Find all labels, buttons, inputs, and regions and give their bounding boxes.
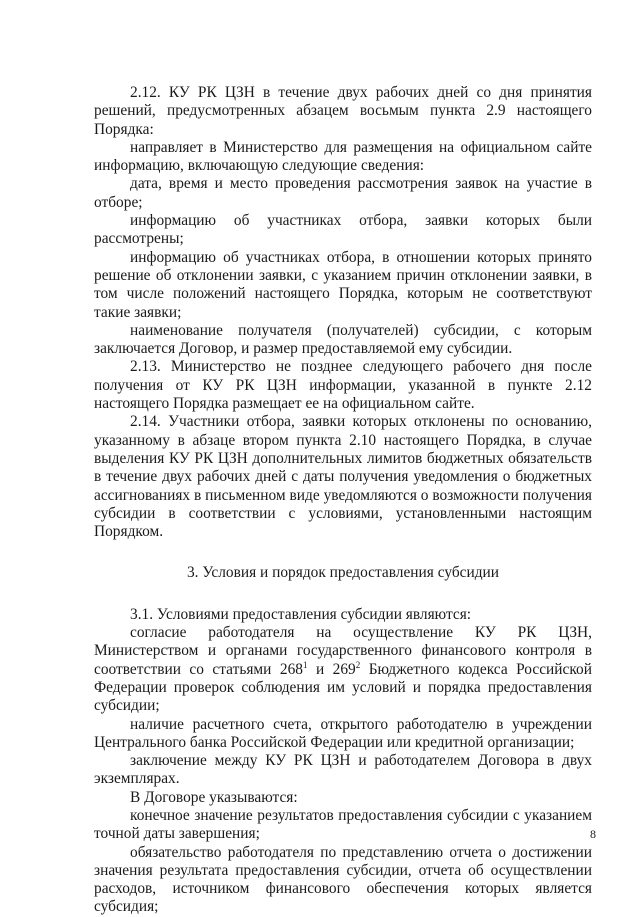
consent-text-part-3: Бюджетного кодекса Российской Федерации проверок соблюдения им условий и порядка предоставления субсидии; [94, 660, 592, 715]
paragraph-contract-contents: В Договоре указываются: [130, 788, 298, 806]
paragraph-contract-conclusion: заключение между КУ РК ЦЗН и работодателем Договора в двух экземплярах. [94, 752, 592, 788]
paragraph-consent [94, 624, 592, 715]
page-number: 8 [590, 827, 596, 841]
paragraph-participants-reviewed: информацию об участниках отбора, заявки которых были рассмотрены; [94, 212, 592, 248]
paragraph-3-1: 3.1. Условиями предоставления субсидии являются: [130, 605, 472, 623]
section-heading: 3. Условия и порядок предоставления субсидии [186, 564, 500, 582]
paragraph-date-time-place: дата, время и место проведения рассмотрения заявок на участие в отборе; [94, 175, 592, 211]
consent-text-part-2: и 269 [307, 660, 356, 678]
consent-text-part-1: согласие работодателя на осуществление КУ РК ЦЗН, Министерством и органами государственного финансового контроля в соответствии со статьями 268 [94, 624, 592, 678]
paragraph-reporting-obligation: обязательство работодателя по представлению отчета о достижении значения результата предоставления субсидии, отчета об осуществлении расходов, источником финансового обеспечения которых является субсидия; [94, 843, 592, 916]
document-body [94, 84, 592, 917]
paragraph-2-14: 2.14. Участники отбора, заявки которых отклонены по основанию, указанному в абзаце втором пункта 2.10 настоящего Порядка, в случае выделения КУ РК ЦЗН дополнительных лимитов бюджетных обязательств в течение двух рабочих дней с даты получения уведомления о бюджетных ассигнованиях в письменном виде уведомляются о возможности получения субсидии в соответствии с условиями, установленными настоящим Порядком. [94, 413, 592, 541]
paragraph-2-13: 2.13. Министерство не позднее следующего рабочего дня после получения от КУ РК ЦЗН информации, указанной в пункте 2.12 настоящего Порядка размещает ее на официальном сайте. [94, 358, 592, 413]
superscript-2: 2 [355, 659, 361, 670]
paragraph-final-result: конечное значение результатов предоставления субсидии с указанием точной даты завершения; [94, 806, 592, 843]
superscript-1: 1 [302, 659, 308, 670]
paragraph-bank-account: наличие расчетного счета, открытого работодателю в учреждении Центрального банка Российской Федерации или кредитной организации; [94, 715, 592, 751]
paragraph-recipient-name: наименование получателя (получателей) субсидии, с которым заключается Договор, и размер предоставляемой ему субсидии. [94, 321, 592, 358]
paragraph-publish-info: направляет в Министерство для размещения на официальном сайте информацию, включающую следующие сведения: [94, 138, 592, 175]
paragraph-participants-rejected: информацию об участниках отбора, в отношении которых принято решение об отклонении заявки, с указанием причин отклонении заявки, в том числе положений настоящего Порядка, которым не соответствуют такие заявки; [94, 248, 592, 321]
paragraph-2-12: 2.12. КУ РК ЦЗН в течение двух рабочих дней со дня принятия решений, предусмотренных абзацем восьмым пункта 2.9 настоящего Порядка: [94, 84, 592, 138]
